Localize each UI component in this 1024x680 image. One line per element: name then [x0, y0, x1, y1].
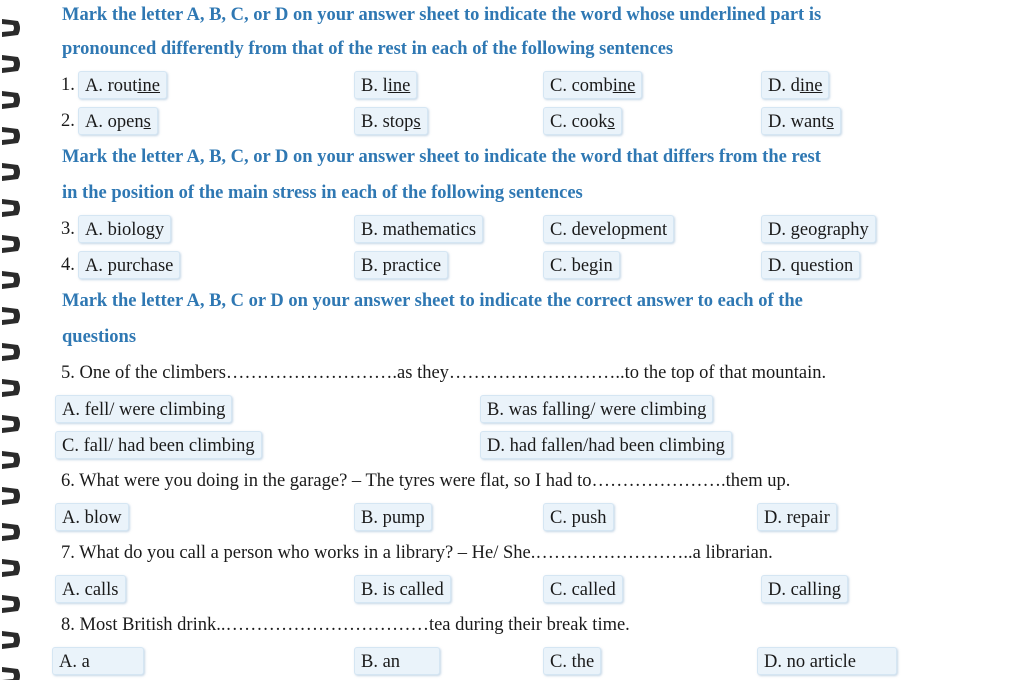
- section2-heading-row: [0, 139, 1024, 175]
- question-5-stem-row: [0, 355, 1024, 391]
- section3-heading-line1: Mark the letter A, B, C or D on your answer sheet to indicate the correct answer to each of the: [62, 291, 803, 311]
- q1-option-b[interactable]: B. line: [354, 71, 417, 99]
- q6-option-c[interactable]: C. push: [543, 503, 614, 531]
- q8-option-a[interactable]: A. a: [52, 647, 144, 675]
- q7-option-c[interactable]: C. called: [543, 575, 623, 603]
- section3-heading-row: [0, 283, 1024, 319]
- q2-option-d[interactable]: D. wants: [761, 107, 841, 135]
- question-8-stem: 8. Most British drink..……………………………tea during their break time.: [61, 615, 630, 635]
- q4-option-d[interactable]: D. question: [761, 251, 860, 279]
- q5-option-d[interactable]: D. had fallen/had been climbing: [480, 431, 732, 459]
- q3-option-b[interactable]: B. mathematics: [354, 215, 483, 243]
- q5-option-c[interactable]: C. fall/ had been climbing: [55, 431, 262, 459]
- q3-option-a[interactable]: A. biology: [78, 215, 171, 243]
- q6-option-a[interactable]: A. blow: [55, 503, 129, 531]
- q7-option-b[interactable]: B. is called: [354, 575, 451, 603]
- question-8-options-row: [0, 643, 1024, 679]
- section3-heading-row: [0, 319, 1024, 355]
- q1-option-d[interactable]: D. dine: [761, 71, 829, 99]
- q2-option-a[interactable]: A. opens: [78, 107, 158, 135]
- q7-option-a[interactable]: A. calls: [55, 575, 126, 603]
- question-6-stem-row: [0, 463, 1024, 499]
- q8-option-b[interactable]: B. an: [354, 647, 440, 675]
- q3-option-c[interactable]: C. development: [543, 215, 674, 243]
- section2-heading-row: [0, 175, 1024, 211]
- q2-option-c[interactable]: C. cooks: [543, 107, 622, 135]
- section1-heading-line2: pronounced differently from that of the rest in each of the following sentences: [62, 39, 674, 59]
- question-2: [0, 103, 1024, 139]
- section2-heading-line1: Mark the letter A, B, C, or D on your answer sheet to indicate the word that differs from the rest: [62, 147, 821, 167]
- q7-option-d[interactable]: D. calling: [761, 575, 848, 603]
- question-number: 2.: [61, 111, 75, 131]
- q1-option-c[interactable]: C. combine: [543, 71, 642, 99]
- question-5-stem: 5. One of the climbers……………………….as they………………………..to the top of that mountain.: [61, 363, 827, 383]
- question-7-stem: 7. What do you call a person who works in a library? – He/ She.……………………..a librarian.: [61, 543, 773, 563]
- question-6-stem: 6. What were you doing in the garage? – The tyres were flat, so I had to………………….them up.: [61, 471, 791, 491]
- question-7-stem-row: [0, 535, 1024, 571]
- q3-option-d[interactable]: D. geography: [761, 215, 876, 243]
- q1-option-a[interactable]: A. routine: [78, 71, 167, 99]
- question-1: [0, 67, 1024, 103]
- section1-heading-row: [0, 31, 1024, 67]
- question-8-stem-row: [0, 607, 1024, 643]
- section2-heading-line2: in the position of the main stress in each of the following sentences: [62, 183, 583, 203]
- q6-option-b[interactable]: B. pump: [354, 503, 432, 531]
- q6-option-d[interactable]: D. repair: [757, 503, 837, 531]
- q8-option-c[interactable]: C. the: [543, 647, 601, 675]
- q2-option-b[interactable]: B. stops: [354, 107, 428, 135]
- q8-option-d[interactable]: D. no article: [757, 647, 897, 675]
- question-number: 1.: [61, 75, 75, 95]
- q4-option-b[interactable]: B. practice: [354, 251, 448, 279]
- q5-option-a[interactable]: A. fell/ were climbing: [55, 395, 232, 423]
- question-5-options-row: [0, 427, 1024, 463]
- question-5-options-row: [0, 391, 1024, 427]
- question-6-options-row: [0, 499, 1024, 535]
- q4-option-a[interactable]: A. purchase: [78, 251, 180, 279]
- section1-heading-row: [0, 0, 1024, 33]
- question-number: 4.: [61, 255, 75, 275]
- q5-option-b[interactable]: B. was falling/ were climbing: [480, 395, 713, 423]
- section1-heading-line1: Mark the letter A, B, C, or D on your answer sheet to indicate the word whose underlined part is: [62, 5, 822, 25]
- question-number: 3.: [61, 219, 75, 239]
- question-4: [0, 247, 1024, 283]
- section3-heading-line2: questions: [62, 327, 137, 347]
- q4-option-c[interactable]: C. begin: [543, 251, 620, 279]
- question-7-options-row: [0, 571, 1024, 607]
- question-3: [0, 211, 1024, 247]
